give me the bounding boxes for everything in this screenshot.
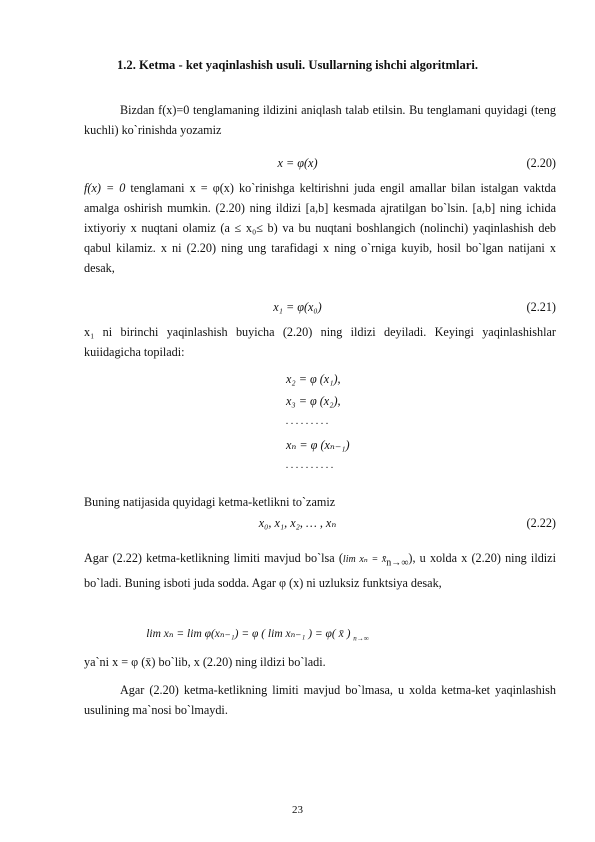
- limit-proof-subscript: n→∞: [353, 634, 369, 643]
- page-number: 23: [292, 804, 303, 816]
- iteration-line: . . . . . . . . .: [286, 416, 329, 427]
- limit-subscript: n→∞: [386, 557, 409, 569]
- equation-number-2-21: (2.21): [526, 300, 556, 314]
- iteration-line: x₃ = φ (x₂),: [286, 394, 341, 408]
- paragraph-sequence: Buning natijasida quyidagi ketma-ketlikni to`zamiz: [84, 495, 336, 509]
- iteration-line: . . . . . . . . . .: [286, 460, 334, 471]
- paragraph-transform: [84, 178, 556, 278]
- limit-expression: lim xₙ = x̄: [342, 554, 387, 565]
- section-title: 1.2. Ketma - ket yaqinlashish usuli. Usullarning ishchi algoritmlari.: [116, 58, 479, 72]
- paragraph-limit: [84, 548, 556, 593]
- paragraph-limit-b: ), u xolda x (2.20) ning ildizi bo`ladi. Buning isboti juda sodda. Agar φ (x) ni uzluksiz funktsiya desak,: [84, 551, 556, 591]
- iteration-line: x₂ = φ (x₁),: [286, 372, 341, 386]
- equation-rhs: φ(x): [297, 156, 318, 170]
- limit-proof-formula: lim xₙ = lim φ(xₙ₋₁) = φ ( lim xₙ₋₁ ) = φ( x̄ ): [146, 628, 351, 640]
- equation-2-21: x₁ = φ(x₀): [273, 300, 322, 314]
- equation-limit-proof: [0, 626, 555, 642]
- iteration-line: xₙ = φ (xₙ₋₁): [286, 438, 350, 452]
- equation-inline: f(x) = 0: [84, 181, 126, 195]
- paragraph-transform-text: tenglamani x = φ(x) ko`rinishga keltirishni juda engil amallar bilan istalgan vaktda amalga oshirish mumkin. (2.20) ning ildizi [a,b] kesmada ajratilgan bo`lsin. [a,b] ning ichida ixtiyoriy x nuqtani olamiz (a ≤ x₀≤ b) va bu nuqtani boshlangich (nolinchi) yaqinlashish deb qabul kilamiz. x ni (2.20) ning ung tarafidagi x ning o`rniga kuyib, hosil bo`lgan natijani x desak,: [84, 181, 557, 275]
- paragraph-limit-a: Agar (2.22) ketma-ketlikning limiti mavjud bo`lsa (: [84, 551, 343, 565]
- equation-2-22: x₀, x₁, x₂, … , xₙ: [258, 516, 337, 530]
- paragraph-first-approx: x₁ ni birinchi yaqinlashish buyicha (2.20) ning ildizi deyiladi. Keyingi yaqinlashishlar kuiidagicha topiladi:: [84, 325, 556, 359]
- paragraph-conclusion: ya`ni x = φ (x̄) bo`lib, x (2.20) ning ildizi bo`ladi.: [84, 655, 326, 669]
- equation-lhs: x: [277, 156, 283, 170]
- paragraph-intro: Bizdan f(x)=0 tenglamaning ildizini aniqlash talab etilsin. Bu tenglamani quyidagi (teng kuchli) ko`rinishda yozamiz: [84, 103, 556, 137]
- equation-number-2-20: (2.20): [526, 156, 556, 170]
- paragraph-divergence: Agar (2.20) ketma-ketlikning limiti mavjud bo`lmasa, u xolda ketma-ket yaqinlashish usulining ma`nosi bo`lmaydi.: [84, 683, 556, 717]
- equation-2-20: x = φ(x): [277, 156, 318, 170]
- equation-number-2-22: (2.22): [526, 516, 556, 530]
